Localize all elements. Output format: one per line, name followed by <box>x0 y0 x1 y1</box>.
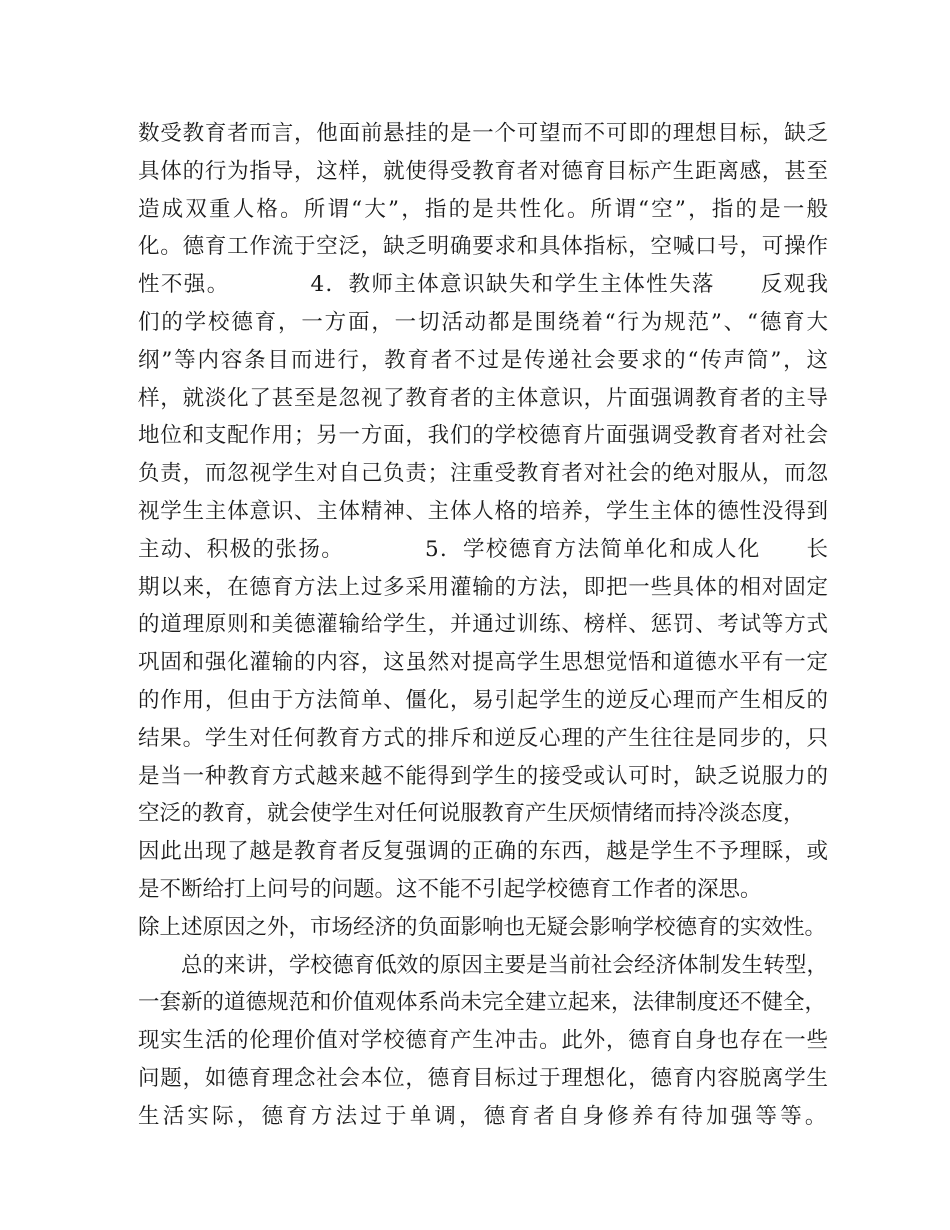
text-line: 结果。学生对任何教育方式的排斥和逆反心理的产生往往是同步的，只 <box>138 725 828 751</box>
paragraph-first-line: 总的来讲，学校德育低效的原因主要是当前社会经济体制发生转型， <box>181 952 828 978</box>
text-line-last: 生活实际，德育方法过于单调，德育者自身修养有待加强等等。 <box>138 1103 830 1129</box>
text-line: 数受教育者而言，他面前悬挂的是一个可望而不可即的理想目标，缺乏 <box>138 121 828 146</box>
text-line: 视学生主体意识、主体精神、主体人格的培养，学生主体的德性没得到 <box>138 498 828 524</box>
text-line: 空泛的教育，就会使学生对任何说服教育产生厌烦情绪而持冷淡态度， <box>138 801 805 827</box>
text-line: 们的学校德育，一方面，一切活动都是围绕着“行为规范”、“德育大 <box>138 309 828 335</box>
text-line: 的道理原则和美德灌输给学生，并通过训练、榜样、惩罚、考试等方式 <box>138 612 828 638</box>
text-line: 现实生活的伦理价值对学校德育产生冲击。此外，德育自身也存在一些 <box>138 1028 828 1054</box>
text-line: 具体的行为指导，这样，就使得受教育者对德育目标产生距离感，甚至 <box>138 158 828 184</box>
text-line: 主动、积极的张扬。 5．学校德育方法简单化和成人化 长 <box>138 536 828 562</box>
text-line: 的作用，但由于方法简单、僵化，易引起学生的逆反心理而产生相反的 <box>138 687 828 713</box>
body-text <box>138 115 828 1136</box>
text-line: 负责，而忽视学生对自己负责；注重受教育者对社会的绝对服从，而忽 <box>138 461 828 487</box>
text-line: 性不强。 4．教师主体意识缺失和学生主体性失落 反观我 <box>138 272 828 298</box>
text-line: 是当一种教育方式越来越不能得到学生的接受或认可时，缺乏说服力的 <box>138 763 828 789</box>
text-line: 一套新的道德规范和价值观体系尚未完全建立起来，法律制度还不健全， <box>138 990 827 1016</box>
text-line: 纲”等内容条目而进行，教育者不过是传递社会要求的“传声筒”，这 <box>138 347 828 373</box>
text-line: 巩固和强化灌输的内容，这虽然对提高学生思想觉悟和道德水平有一定 <box>138 650 828 676</box>
text-line: 造成双重人格。所谓“大”，指的是共性化。所谓“空”，指的是一般 <box>138 196 828 222</box>
text-line: 是不断给打上问号的问题。这不能不引起学校德育工作者的深思。 <box>138 876 762 902</box>
text-line: 除上述原因之外，市场经济的负面影响也无疑会影响学校德育的实效性。 <box>138 914 827 940</box>
text-line: 地位和支配作用；另一方面，我们的学校德育片面强调受教育者对社会 <box>138 423 828 449</box>
text-line: 期以来，在德育方法上过多采用灌输的方法，即把一些具体的相对固定 <box>138 574 828 600</box>
text-line: 问题，如德育理念社会本位，德育目标过于理想化，德育内容脱离学生 <box>138 1065 828 1091</box>
text-line: 样，就淡化了甚至是忽视了教育者的主体意识，片面强调教育者的主导 <box>138 385 828 411</box>
text-line: 因此出现了越是教育者反复强调的正确的东西，越是学生不予理睬，或 <box>138 839 828 865</box>
text-line: 化。德育工作流于空泛，缺乏明确要求和具体指标，空喊口号，可操作 <box>138 234 828 260</box>
